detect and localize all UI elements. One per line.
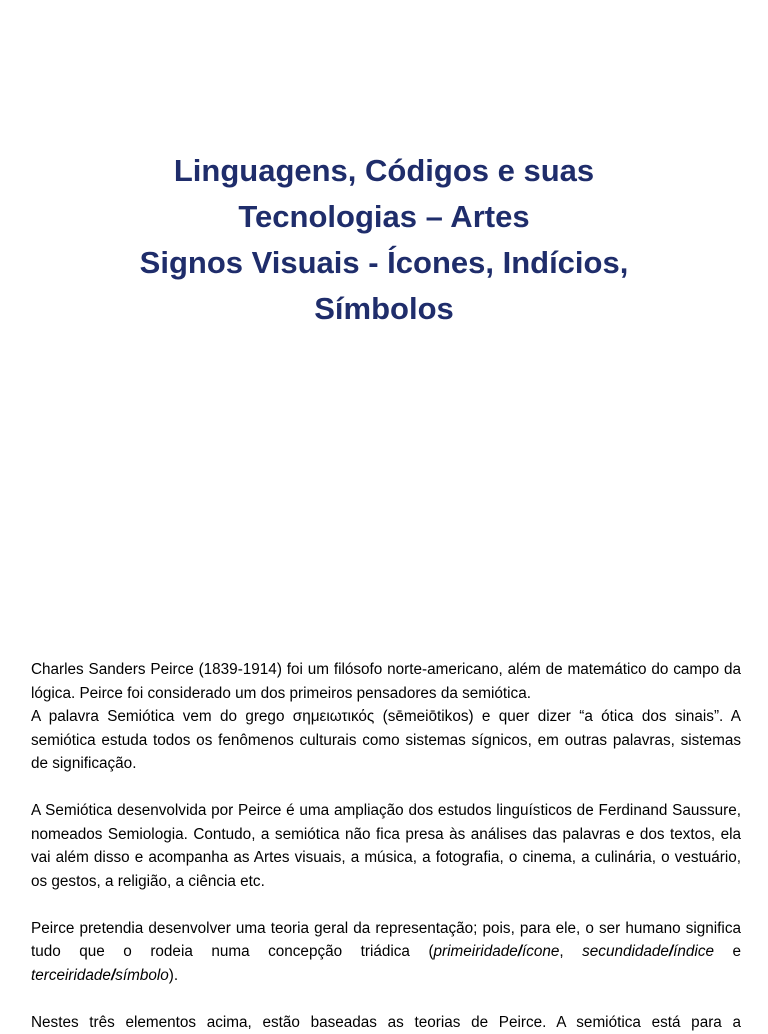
title-line-4: Símbolos — [0, 286, 768, 332]
paragraph-conclusion: Nestes três elementos acima, estão baseadas as teorias de Peirce. A semiótica está para a — [31, 1011, 741, 1034]
term-secundidade: secundidade — [582, 943, 669, 960]
paragraph-gap — [31, 987, 741, 1011]
title-line-3: Signos Visuais - Ícones, Indícios, — [0, 240, 768, 286]
term-simbolo: símbolo — [115, 967, 169, 984]
paragraph-gap — [31, 893, 741, 917]
term-indice: índice — [673, 943, 714, 960]
term-icone: ícone — [522, 943, 559, 960]
paragraph-gap — [31, 776, 741, 800]
slash: / — [518, 943, 522, 960]
body-text — [31, 658, 741, 1034]
title-line-1: Linguagens, Códigos e suas — [0, 148, 768, 194]
paragraph-triadic — [31, 917, 741, 988]
slash: / — [669, 943, 673, 960]
conjunction-e: e — [714, 943, 741, 960]
triadic-intro: Peirce pretendia desenvolver uma teoria geral da representação; pois, para ele, o ser humano significa tudo que o rodeia numa concepção triádica ( — [31, 920, 741, 961]
page-title — [0, 148, 768, 332]
paragraph-peirce-intro: Charles Sanders Peirce (1839-1914) foi um filósofo norte-americano, além de matemático do campo da lógica. Peirce foi considerado um dos primeiros pensadores da semiótica. — [31, 658, 741, 705]
paragraph-semiotica-definition: A palavra Semiótica vem do grego σημειωτικός (sēmeiōtikos) e quer dizer “a ótica dos sinais”. A semiótica estuda todos os fenômenos culturais como sistemas sígnicos, em outras palavras, sistemas de significação. — [31, 705, 741, 776]
title-line-2: Tecnologias – Artes — [0, 194, 768, 240]
term-terceiridade: terceiridade — [31, 967, 111, 984]
close-paren: ). — [169, 967, 178, 984]
slash: / — [111, 967, 115, 984]
paragraph-saussure: A Semiótica desenvolvida por Peirce é uma ampliação dos estudos linguísticos de Ferdinand Saussure, nomeados Semiologia. Contudo, a semiótica não fica presa às análises das palavras e dos textos, ela vai além disso e acompanha as Artes visuais, a música, a fotografia, o cinema, a culinária, o vestuário, os gestos, a religião, a ciência etc. — [31, 799, 741, 893]
term-primeiridade: primeiridade — [434, 943, 518, 960]
comma: , — [559, 943, 582, 960]
